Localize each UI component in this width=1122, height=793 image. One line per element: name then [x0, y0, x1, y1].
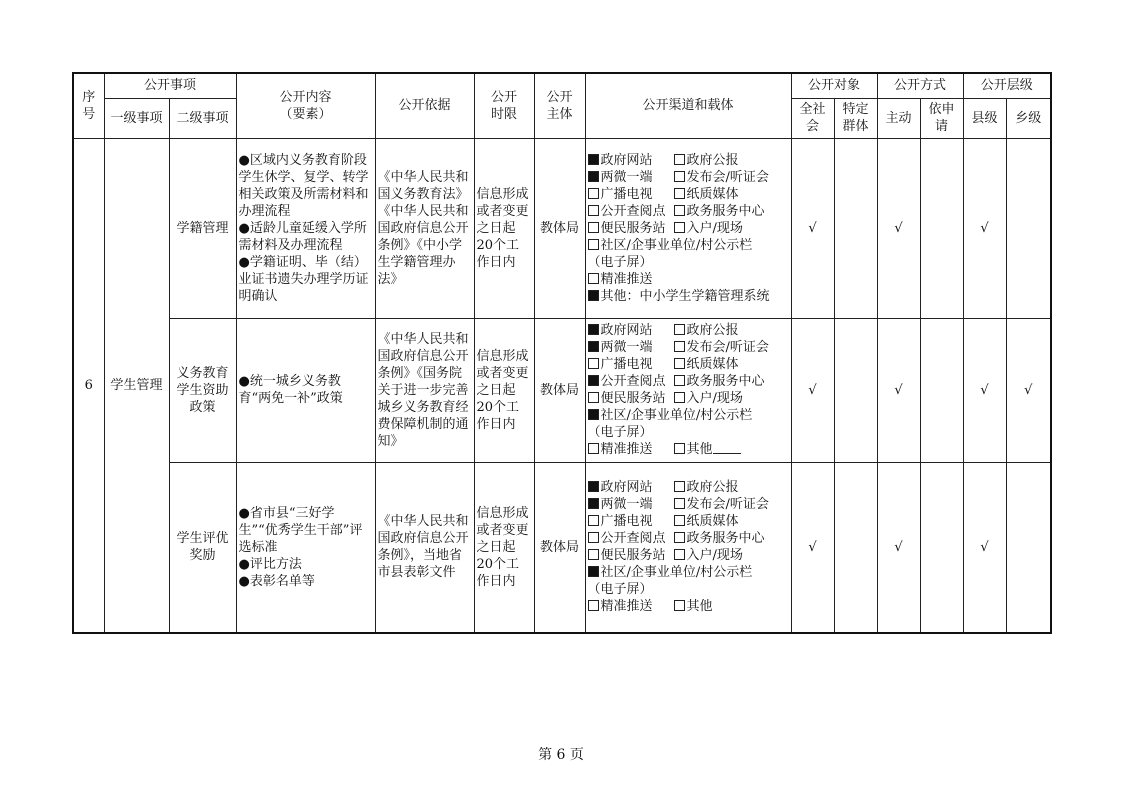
channel-label: 公开查阅点: [600, 203, 666, 219]
header-level1: 一级事项: [104, 98, 169, 138]
row-level2: [169, 318, 236, 462]
channel-label: 公开查阅点: [600, 531, 666, 547]
channel-label: 政府网站: [600, 323, 653, 338]
row-basis: 《中华人民共和国政府信息公开条例》《国务院关于进一步完善城乡义务教育经费保障机制的通知》: [375, 318, 474, 462]
table-row: [73, 462, 1051, 633]
channel-label: 政务服务中心: [686, 374, 765, 389]
unchecked-box-icon: [674, 549, 685, 560]
checked-box-icon: [588, 341, 599, 352]
channel-label: 政府网站: [600, 480, 653, 496]
channel-label: 政府公报: [686, 323, 739, 338]
table-row: [73, 318, 1051, 462]
unchecked-box-icon: [588, 239, 599, 250]
row-level-township: [1006, 138, 1051, 318]
channel-label: 纸质媒体: [686, 357, 739, 372]
checked-box-icon: [588, 481, 599, 492]
header-target-all-line1: 全社: [799, 102, 826, 117]
row-basis: 《中华人民共和国政府信息公开条例》，当地省市县表彰文件: [375, 462, 474, 633]
unchecked-box-icon: [674, 358, 685, 369]
channel-label: 精准推送: [600, 599, 653, 615]
channel-label: 精准推送: [600, 442, 653, 457]
header-subject: [534, 73, 585, 138]
row-target-all: √: [791, 138, 834, 318]
unchecked-box-icon: [588, 443, 599, 454]
checked-box-icon: [588, 566, 599, 577]
row-method-active: √: [877, 462, 920, 633]
row-level2-line: 学籍管理: [176, 220, 229, 236]
table-row: [73, 138, 1051, 318]
channel-label: 纸质媒体: [686, 186, 739, 202]
row-level-township: [1006, 462, 1051, 633]
unchecked-box-icon: [674, 481, 685, 492]
channel-label: 精准推送: [600, 271, 653, 287]
unchecked-box-icon: [588, 273, 599, 284]
row-level-township: √: [1006, 318, 1051, 462]
unchecked-box-icon: [674, 375, 685, 386]
header-seq: 序号: [73, 73, 104, 138]
unchecked-box-icon: [674, 222, 685, 233]
checked-box-icon: [588, 290, 599, 301]
header-subject-line2: 主体: [546, 106, 573, 122]
channel-label: （电子屏）: [587, 582, 653, 598]
channel-label: 广播电视: [600, 357, 653, 372]
checked-box-icon: [588, 324, 599, 335]
channel-label: （电子屏）: [587, 254, 653, 270]
header-content-title: 公开内容: [279, 89, 332, 105]
unchecked-box-icon: [588, 358, 599, 369]
header-time-limit-line1: 公开: [491, 89, 518, 105]
row-level-county: √: [963, 318, 1006, 462]
unchecked-box-icon: [674, 443, 685, 454]
row-subject: 教体局: [534, 462, 585, 633]
checked-box-icon: [588, 409, 599, 420]
row-level2-line: 奖励: [189, 548, 216, 564]
row-time-limit: 信息形成或者变更之日起20个工作日内: [474, 318, 534, 462]
header-content-sub: （要素）: [279, 106, 332, 122]
row-target-special: [834, 462, 877, 633]
unchecked-box-icon: [674, 154, 685, 165]
channel-label: 入户/现场: [686, 220, 743, 236]
unchecked-box-icon: [674, 498, 685, 509]
page-number: 第 6 页: [538, 747, 584, 763]
checked-box-icon: [588, 498, 599, 509]
row-level-county: √: [963, 462, 1006, 633]
header-target-special-line1: 特定: [842, 102, 869, 117]
content-item: ●学籍证明、毕（结）业证书遗失办理学历证明确认: [238, 254, 369, 304]
channel-label: 广播电视: [600, 186, 653, 202]
row-channels: [585, 138, 791, 318]
row-method-active: √: [877, 318, 920, 462]
row-method-apply: [920, 462, 963, 633]
header-channels: 公开渠道和载体: [585, 73, 791, 138]
header-target-all: [791, 98, 834, 138]
channel-label: 社区/企事业单位/村公示栏: [600, 408, 753, 423]
row-time-limit: 信息形成或者变更之日起20个工作日内: [474, 462, 534, 633]
row-level2-line: 义务教育: [176, 365, 229, 381]
header-target-special: [834, 98, 877, 138]
unchecked-box-icon: [588, 549, 599, 560]
channel-label: 社区/企事业单位/村公示栏: [600, 565, 753, 581]
header-level-group: 公开层级: [963, 73, 1051, 98]
disclosure-table: [72, 72, 1052, 634]
disclosure-table-sheet: [72, 72, 1050, 634]
unchecked-box-icon: [588, 532, 599, 543]
unchecked-box-icon: [674, 515, 685, 526]
row-method-apply: [920, 138, 963, 318]
unchecked-box-icon: [674, 341, 685, 352]
unchecked-box-icon: [674, 600, 685, 611]
channel-label: 入户/现场: [686, 391, 743, 406]
header-target-special-line2: 群体: [842, 119, 869, 134]
row-subject: 教体局: [534, 138, 585, 318]
checked-box-icon: [588, 154, 599, 165]
channel-label: 社区/企事业单位/村公示栏: [600, 237, 753, 253]
header-method-active: 主动: [877, 98, 920, 138]
content-item: ●适龄儿童延缓入学所需材料及办理流程: [238, 220, 367, 253]
channel-label: 便民服务站: [600, 391, 666, 406]
channel-label: 发布会/听证会: [686, 497, 769, 513]
header-method-group: 公开方式: [877, 73, 963, 98]
content-item: ●表彰名单等: [238, 573, 315, 589]
row-level2: [169, 462, 236, 633]
channel-label: 政府公报: [686, 480, 739, 496]
checked-box-icon: [588, 375, 599, 386]
content-item: ●区域内义务教育阶段学生休学、复学、转学相关政策及所需材料和办理流程: [238, 152, 369, 219]
row-level-county: √: [963, 138, 1006, 318]
channel-label: 发布会/听证会: [686, 169, 769, 185]
unchecked-box-icon: [588, 600, 599, 611]
channel-label: 其他: [686, 442, 713, 457]
row-target-all: √: [791, 318, 834, 462]
row-basis: 《中华人民共和国义务教育法》《中华人民共和国政府信息公开条例》《中小学生学籍管理办法》: [375, 138, 474, 318]
channel-label: 广播电视: [600, 514, 653, 530]
header-time-limit: [474, 73, 534, 138]
row-method-apply: [920, 318, 963, 462]
row-content: [236, 462, 375, 633]
header-items-group: 公开事项: [104, 73, 236, 98]
channel-label: 其他: [686, 599, 713, 615]
channel-label: 政府网站: [600, 152, 653, 168]
channel-label: 纸质媒体: [686, 514, 739, 530]
row-level2-line: 政策: [189, 399, 216, 415]
row-level2-line: 学生评优: [176, 531, 229, 547]
content-item: ●评比方法: [238, 556, 302, 572]
unchecked-box-icon: [674, 171, 685, 182]
channel-label: 政务服务中心: [686, 531, 765, 547]
unchecked-box-icon: [674, 188, 685, 199]
channel-label: 便民服务站: [600, 220, 666, 236]
unchecked-box-icon: [674, 324, 685, 335]
header-method-apply: 依申请: [920, 98, 963, 138]
channel-label: 便民服务站: [600, 548, 666, 564]
channel-label: 两微一端: [600, 169, 653, 185]
group-seq: 6: [73, 138, 104, 633]
unchecked-box-icon: [588, 188, 599, 199]
row-target-special: [834, 138, 877, 318]
row-target-all: √: [791, 462, 834, 633]
unchecked-box-icon: [674, 532, 685, 543]
header-level2: 二级事项: [169, 98, 236, 138]
channel-label: 两微一端: [600, 497, 653, 513]
header-level-township: 乡级: [1006, 98, 1051, 138]
header-content: [236, 73, 375, 138]
header-target-group: 公开对象: [791, 73, 877, 98]
group-level1: 学生管理: [104, 138, 169, 633]
row-subject: 教体局: [534, 318, 585, 462]
unchecked-box-icon: [588, 515, 599, 526]
blank-underline: [713, 442, 741, 454]
unchecked-box-icon: [588, 222, 599, 233]
row-content: [236, 138, 375, 318]
header-target-all-line2: 会: [806, 119, 820, 134]
row-method-active: √: [877, 138, 920, 318]
content-item: ●统一城乡义务教育“两免一补”政策: [238, 374, 343, 406]
unchecked-box-icon: [674, 392, 685, 403]
content-item: ●省市县“三好学生”“优秀学生干部”评选标准: [238, 505, 363, 555]
row-channels: [585, 462, 791, 633]
channel-label: 入户/现场: [686, 548, 743, 564]
header-basis: 公开依据: [375, 73, 474, 138]
channel-label: 其他：中小学生学籍管理系统: [600, 288, 770, 304]
row-level2: [169, 138, 236, 318]
channel-label: 政务服务中心: [686, 203, 765, 219]
channel-label: 两微一端: [600, 340, 653, 355]
unchecked-box-icon: [588, 205, 599, 216]
header-level-county: 县级: [963, 98, 1006, 138]
checked-box-icon: [588, 171, 599, 182]
unchecked-box-icon: [588, 392, 599, 403]
channel-label: 公开查阅点: [600, 374, 666, 389]
row-target-special: [834, 318, 877, 462]
header-subject-line1: 公开: [546, 89, 573, 105]
header-time-limit-line2: 时限: [491, 106, 518, 122]
row-content: [236, 318, 375, 462]
channel-label: （电子屏）: [587, 425, 653, 440]
row-time-limit: 信息形成或者变更之日起20个工作日内: [474, 138, 534, 318]
row-level2-line: 学生资助: [176, 382, 229, 398]
unchecked-box-icon: [674, 205, 685, 216]
channel-label: 政府公报: [686, 152, 739, 168]
row-channels: [585, 318, 791, 462]
channel-label: 发布会/听证会: [686, 340, 769, 355]
